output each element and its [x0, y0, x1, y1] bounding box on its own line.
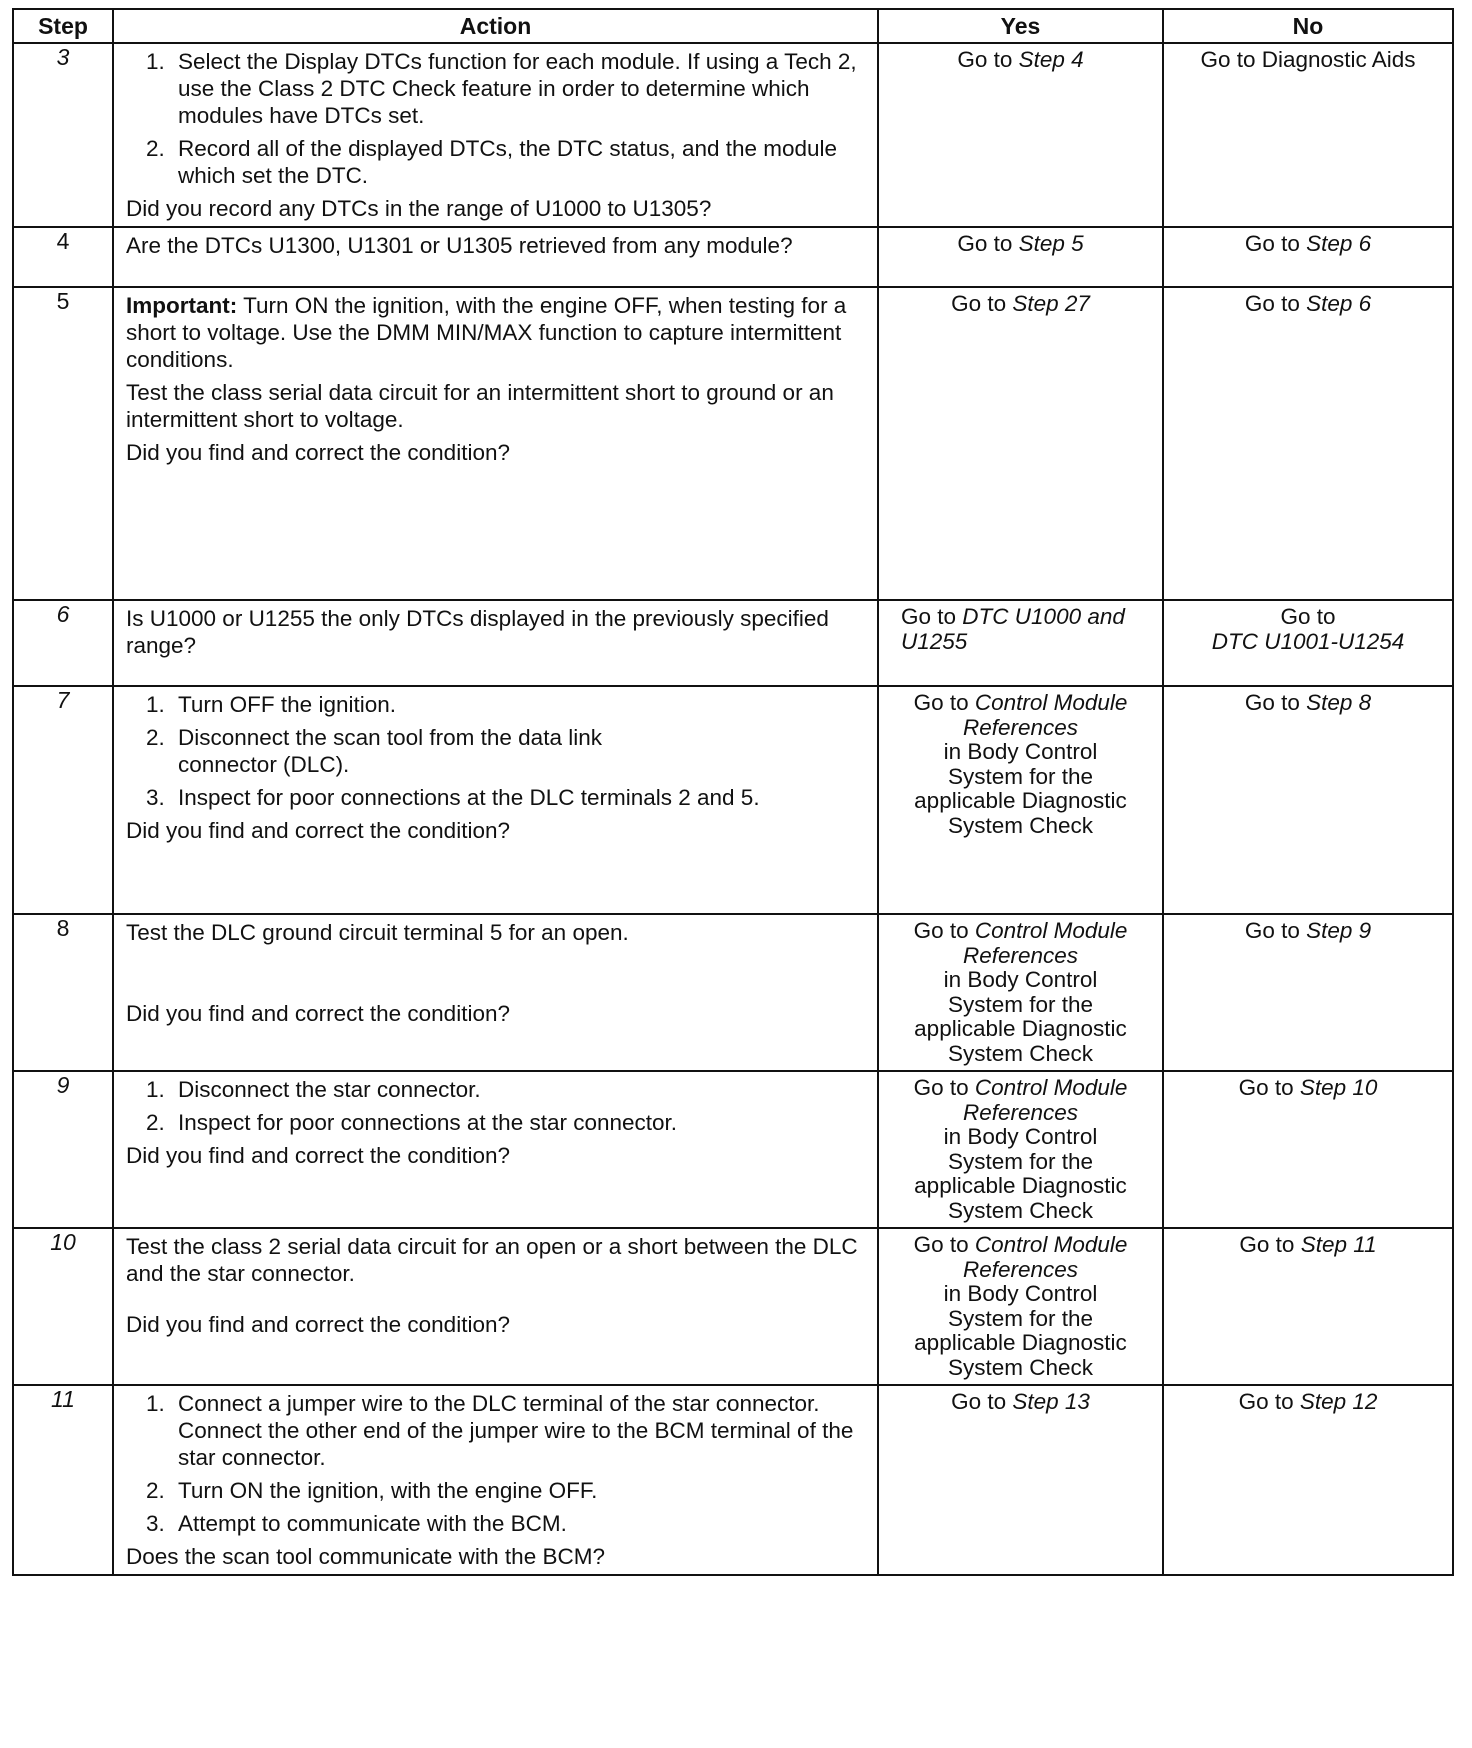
table-row [13, 287, 1453, 600]
control-module-references-link[interactable]: Control Module References [962, 1075, 1128, 1125]
header-no: No [1163, 9, 1453, 43]
no-cell: Go to Step 9 [1163, 914, 1453, 1071]
action-cell [113, 1071, 878, 1228]
yes-cell: Go to Step 27 [878, 287, 1163, 600]
step-number: 3 [13, 43, 113, 227]
step-link[interactable]: Step 6 [1306, 291, 1372, 316]
step-link[interactable]: Step 13 [1012, 1389, 1090, 1414]
action-cell [113, 600, 878, 686]
step-link[interactable]: Step 12 [1299, 1389, 1378, 1414]
action-cell [113, 43, 878, 227]
table-row [13, 914, 1453, 1071]
no-cell: Go to Step 6 [1163, 287, 1453, 600]
step-link[interactable]: Step 4 [1018, 47, 1084, 72]
dtc-link[interactable]: DTC U1001-U1254 [1211, 628, 1405, 654]
list-item: 3. Attempt to communicate with the BCM. [146, 1511, 567, 1536]
table-row [13, 600, 1453, 686]
list-item: 1. Connect a jumper wire to the DLC terminal of the star connector. Connect the other end of the jumper wire to the BCM terminal of the star connector. [146, 1391, 854, 1470]
question: Are the DTCs U1300, U1301 or U1305 retrieved from any module? [126, 233, 793, 258]
action-cell [113, 1228, 878, 1385]
action-cell [113, 914, 878, 1071]
no-cell: Go to DTC U1001-U1254 [1163, 600, 1453, 686]
step-link[interactable]: Step 9 [1306, 918, 1372, 943]
diagnostic-table [12, 8, 1454, 1576]
question: Did you find and correct the condition? [126, 1312, 510, 1337]
no-cell [1163, 43, 1453, 227]
step-number: 5 [13, 287, 113, 600]
question: Did you find and correct the condition? [126, 818, 510, 843]
header-row [13, 9, 1453, 43]
header-step: Step [13, 9, 113, 43]
yes-cell: Go to Control Module References in Body Control System for the applicable Diagnostic System Check [878, 1228, 1163, 1385]
yes-cell: Go to Control Module References in Body Control System for the applicable Diagnostic System Check [878, 686, 1163, 914]
no-cell: Go to Step 6 [1163, 227, 1453, 287]
action-cell [113, 287, 878, 600]
action-cell [113, 227, 878, 287]
step-number: 9 [13, 1071, 113, 1228]
step-link[interactable]: Step 8 [1306, 690, 1372, 715]
yes-cell: Go to Step 4 [878, 43, 1163, 227]
list-item: 2. Inspect for poor connections at the star connector. [146, 1110, 678, 1135]
important-note: Important: Turn ON the ignition, with the engine OFF, when testing for a short to voltage. Use the DMM MIN/MAX function to capture intermittent conditions. [126, 293, 847, 372]
table-row [13, 686, 1453, 914]
step-number: 4 [13, 227, 113, 287]
action-cell [113, 1385, 878, 1575]
list-item: 3. Inspect for poor connections at the DLC terminals 2 and 5. [146, 785, 760, 810]
step-link[interactable]: Step 27 [1012, 291, 1090, 316]
control-module-references-link[interactable]: Control Module References [962, 1232, 1128, 1282]
step-link[interactable]: Step 6 [1306, 231, 1372, 256]
question: Did you find and correct the condition? [126, 1143, 510, 1168]
question: Did you record any DTCs in the range of U1000 to U1305? [126, 196, 712, 221]
instruction: Test the class 2 serial data circuit for an open or a short between the DLC and the star connector. [126, 1234, 858, 1286]
diagnostic-aids-link[interactable]: Go to Diagnostic Aids [1200, 47, 1416, 72]
step-link[interactable]: Step 10 [1299, 1075, 1378, 1100]
no-cell: Go to Step 12 [1163, 1385, 1453, 1575]
header-action: Action [113, 9, 878, 43]
list-item: 2. Turn ON the ignition, with the engine OFF. [146, 1478, 598, 1503]
question: Did you find and correct the condition? [126, 440, 510, 465]
dtc-link[interactable]: DTC U1000 and U1255 [901, 604, 1125, 654]
question: Is U1000 or U1255 the only DTCs displayed in the previously specified range? [126, 606, 829, 658]
question: Does the scan tool communicate with the BCM? [126, 1544, 605, 1569]
list-item: 1. Select the Display DTCs function for each module. If using a Tech 2, use the Class 2 DTC Check feature in order to determine which modules have DTCs set. [146, 49, 857, 128]
header-yes: Yes [878, 9, 1163, 43]
step-number: 8 [13, 914, 113, 1071]
step-number: 10 [13, 1228, 113, 1385]
action-cell [113, 686, 878, 914]
list-item: 1. Disconnect the star connector. [146, 1077, 481, 1102]
instruction: Test the DLC ground circuit terminal 5 for an open. [126, 920, 629, 945]
table-row [13, 1071, 1453, 1228]
list-item: 2. Disconnect the scan tool from the data link connector (DLC). [146, 725, 602, 777]
table-row [13, 1228, 1453, 1385]
table-row [13, 43, 1453, 227]
control-module-references-link[interactable]: Control Module References [962, 918, 1128, 968]
no-cell: Go to Step 11 [1163, 1228, 1453, 1385]
no-cell: Go to Step 10 [1163, 1071, 1453, 1228]
step-number: 11 [13, 1385, 113, 1575]
step-link[interactable]: Step 11 [1300, 1232, 1377, 1257]
list-item: 2. Record all of the displayed DTCs, the DTC status, and the module which set the DTC. [146, 136, 838, 188]
yes-cell: Go to Control Module References in Body Control System for the applicable Diagnostic System Check [878, 1071, 1163, 1228]
yes-cell: Go to DTC U1000 and U1255 [878, 600, 1163, 686]
step-link[interactable]: Step 5 [1018, 231, 1084, 256]
control-module-references-link[interactable]: Control Module References [962, 690, 1128, 740]
yes-cell: Go to Step 5 [878, 227, 1163, 287]
yes-cell: Go to Control Module References in Body Control System for the applicable Diagnostic System Check [878, 914, 1163, 1071]
no-cell: Go to Step 8 [1163, 686, 1453, 914]
table-row [13, 227, 1453, 287]
question: Did you find and correct the condition? [126, 1001, 510, 1026]
list-item: 1. Turn OFF the ignition. [146, 692, 397, 717]
instruction: Test the class serial data circuit for an intermittent short to ground or an intermittent short to voltage. [126, 380, 834, 432]
step-number: 7 [13, 686, 113, 914]
step-number: 6 [13, 600, 113, 686]
table-row [13, 1385, 1453, 1575]
yes-cell: Go to Step 13 [878, 1385, 1163, 1575]
